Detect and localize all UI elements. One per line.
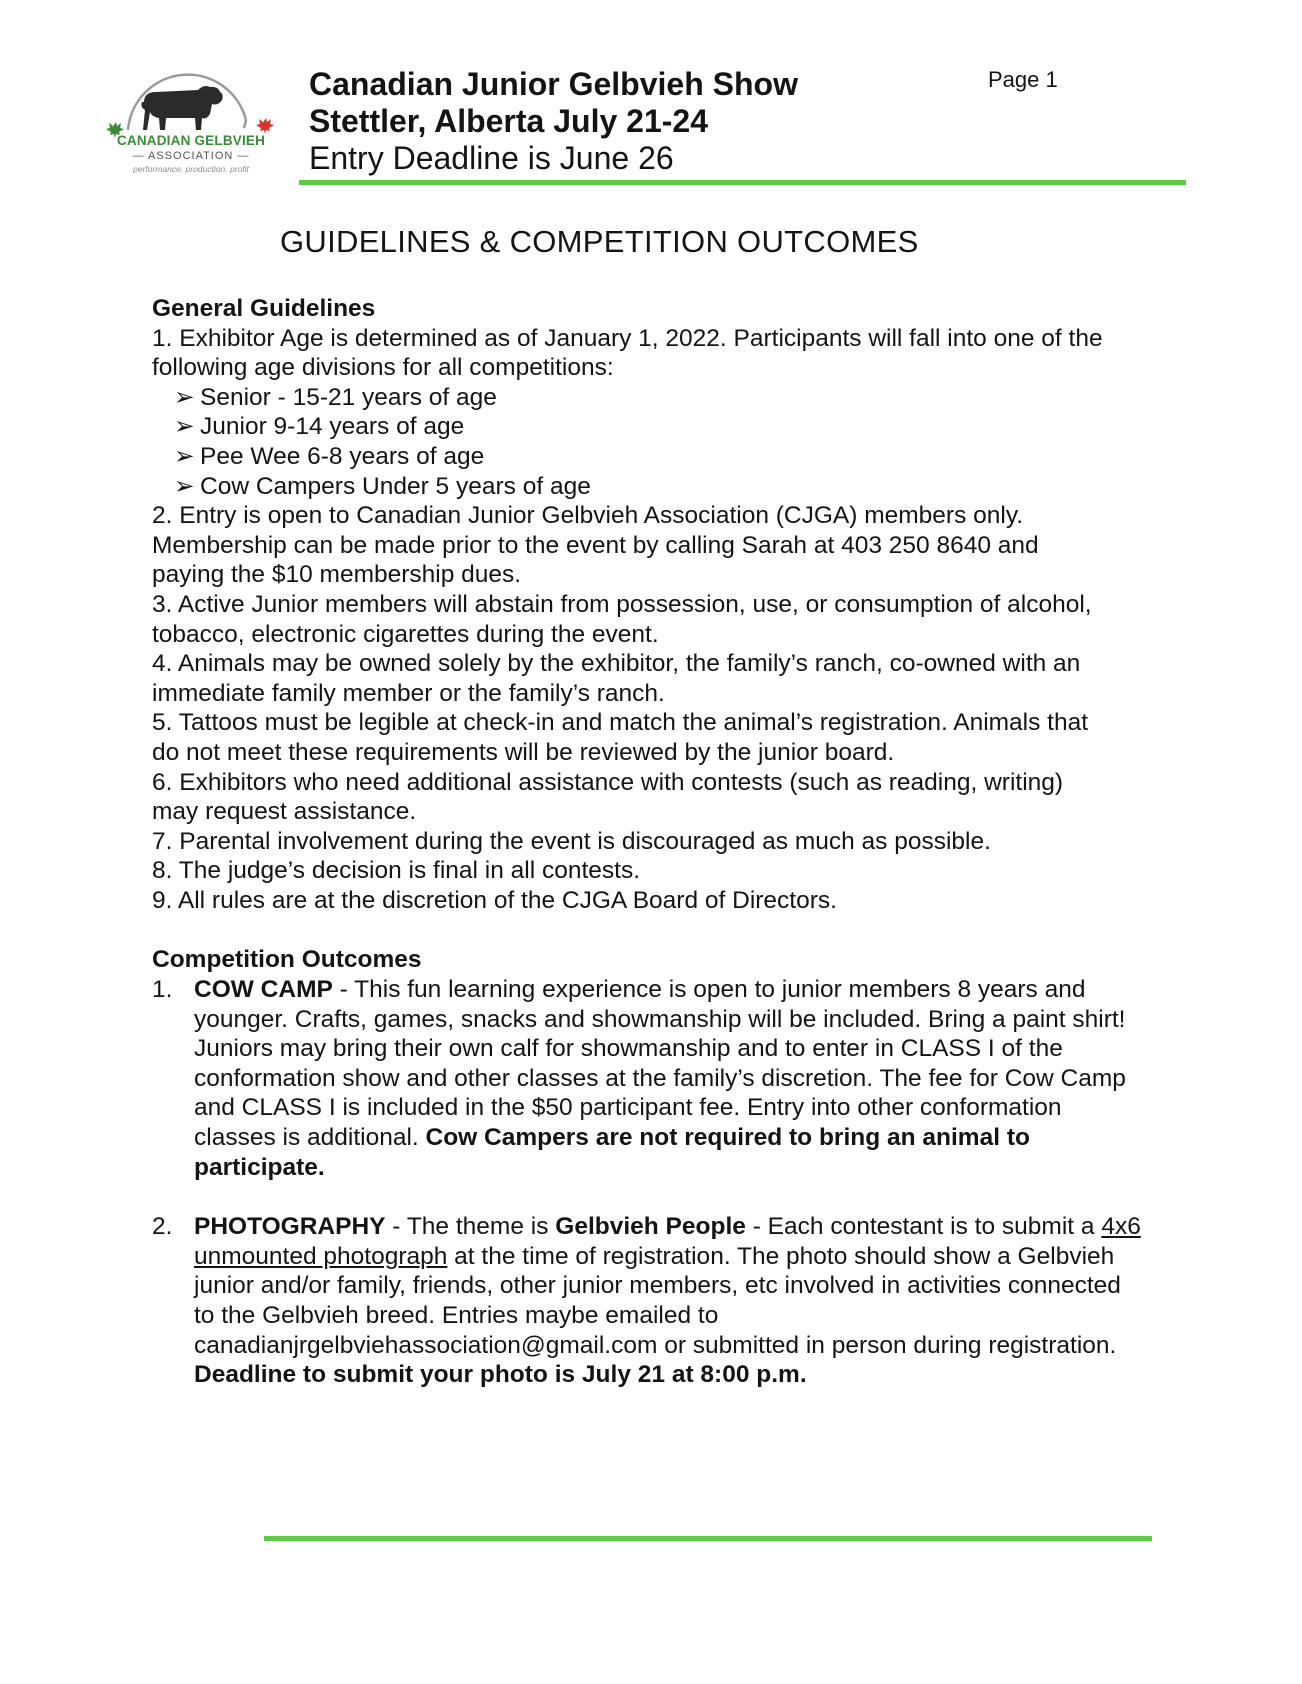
guideline-line: do not meet these requirements will be reviewed by the junior board. bbox=[152, 738, 895, 766]
item-text: - This fun learning experience is open to junior members 8 years and younger. Crafts, games, snacks and showmanship will be included. Bring a paint shirt! Juniors may bring their own calf for showmanship and to enter in CLASS I of the conformation show and other classes at the family’s discretion. The fee for Cow Camp and CLASS I is included in the $50 participant fee. Entry into other conformation classes is additional. bbox=[194, 976, 1126, 1152]
item-number: 1. bbox=[152, 976, 173, 1004]
photo-theme: Gelbvieh People bbox=[555, 1213, 746, 1241]
age-division-item: ➢ Pee Wee 6-8 years of age bbox=[174, 442, 485, 470]
age-division-item: ➢ Senior - 15-21 years of age bbox=[174, 383, 497, 411]
cow-icon bbox=[141, 86, 222, 130]
section-gap bbox=[152, 915, 1142, 945]
general-guidelines-heading: General Guidelines bbox=[152, 295, 376, 322]
guideline-line: Membership can be made prior to the event by calling Sarah at 403 250 8640 and bbox=[152, 531, 1039, 559]
photo-deadline: Deadline to submit your photo is July 21 at 8:00 p.m. bbox=[194, 1361, 807, 1389]
arrow-bullet-icon: ➢ bbox=[174, 472, 195, 500]
photo-size-requirement: 4x6 unmounted photograph bbox=[194, 1213, 1141, 1270]
arrow-bullet-icon: ➢ bbox=[174, 413, 195, 441]
page-number: Page 1 bbox=[988, 67, 1058, 92]
guideline-line: 6. Exhibitors who need additional assistance with contests (such as reading, writing) bbox=[152, 768, 1064, 796]
item-title: PHOTOGRAPHY bbox=[194, 1213, 386, 1241]
show-location-dates: Stettler, Alberta July 21-24 bbox=[309, 103, 708, 139]
guideline-line: 1. Exhibitor Age is determined as of January 1, 2022. Participants will fall into one of the bbox=[152, 324, 1103, 352]
association-logo bbox=[106, 62, 276, 180]
document-body bbox=[152, 294, 1142, 1390]
guideline-line: 2. Entry is open to Canadian Junior Gelbvieh Association (CJGA) members only. bbox=[152, 502, 1024, 530]
maple-leaf-right-icon bbox=[256, 118, 274, 134]
guideline-line: immediate family member or the family’s ranch. bbox=[152, 679, 665, 707]
guideline-line: tobacco, electronic cigarettes during the event. bbox=[152, 620, 659, 648]
item-gap bbox=[152, 1182, 1142, 1212]
item-number: 2. bbox=[152, 1213, 173, 1241]
guideline-line: 3. Active Junior members will abstain from possession, use, or consumption of alcohol, bbox=[152, 590, 1092, 618]
page-title: GUIDELINES & COMPETITION OUTCOMES bbox=[280, 224, 919, 259]
guideline-line: 5. Tattoos must be legible at check-in and match the animal’s registration. Animals that bbox=[152, 709, 1089, 737]
item-title: COW CAMP bbox=[194, 976, 333, 1004]
age-division-item: ➢ Junior 9-14 years of age bbox=[174, 413, 465, 441]
item-note: Cow Campers are not required to bring an animal to participate. bbox=[194, 1124, 1030, 1181]
age-division-item: ➢ Cow Campers Under 5 years of age bbox=[174, 472, 591, 500]
arrow-bullet-icon: ➢ bbox=[174, 442, 195, 470]
competition-item-photography: 2. PHOTOGRAPHY - The theme is Gelbvieh People - Each contestant is to submit a 4x6 unmounted photograph at the time of registration. The photo should show a Gelbvieh junior and/or family, friends, other junior members, etc involved in activities connected to the Gelbvieh breed. Entries maybe emailed to canadianjrgelbviehassociation@gmail.com or submitted in person during registration. Deadline to submit your photo is July 21 at 8:00 p.m. bbox=[152, 1213, 1141, 1389]
logo-association: — ASSOCIATION — bbox=[132, 150, 250, 162]
guideline-line: following age divisions for all competitions: bbox=[152, 354, 614, 382]
competition-outcomes-heading: Competition Outcomes bbox=[152, 946, 422, 974]
guideline-line: may request assistance. bbox=[152, 798, 417, 826]
guideline-line: 7. Parental involvement during the event is discouraged as much as possible. bbox=[152, 827, 991, 855]
competition-item-cow-camp bbox=[152, 975, 1142, 1182]
header-divider bbox=[299, 180, 1186, 185]
show-title: Canadian Junior Gelbvieh Show bbox=[309, 66, 798, 102]
competition-list bbox=[152, 975, 1142, 1390]
cow-arc-graphic bbox=[106, 62, 276, 142]
arrow-bullet-icon: ➢ bbox=[174, 383, 195, 411]
guideline-line: 8. The judge’s decision is final in all contests. bbox=[152, 857, 641, 885]
logo-org-name: CANADIAN GELBVIEH bbox=[116, 133, 266, 148]
guideline-line: 4. Animals may be owned solely by the exhibitor, the family’s ranch, co-owned with an bbox=[152, 650, 1081, 678]
guideline-line: 9. All rules are at the discretion of the CJGA Board of Directors. bbox=[152, 886, 837, 914]
entry-deadline: Entry Deadline is June 26 bbox=[309, 140, 674, 176]
document-header bbox=[309, 66, 798, 177]
logo-tagline: performance. production. profit bbox=[133, 164, 249, 174]
guideline-line: paying the $10 membership dues. bbox=[152, 561, 522, 589]
footer-divider bbox=[264, 1536, 1152, 1541]
